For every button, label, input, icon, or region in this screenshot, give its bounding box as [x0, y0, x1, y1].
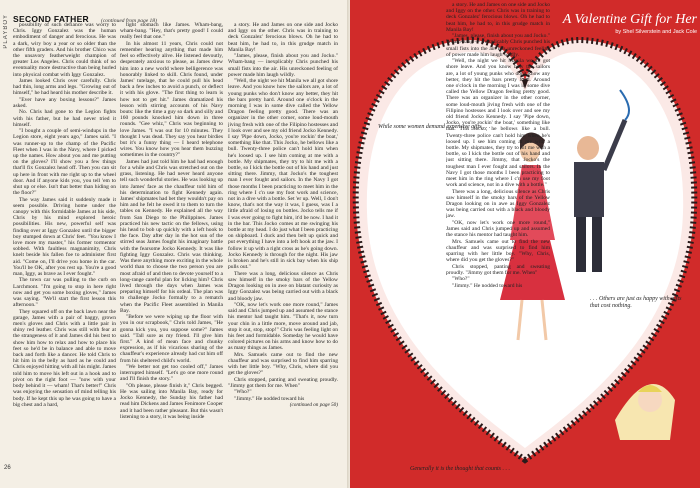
paragraph: The town car was pulling to the curb on Larchmont. "I'm going to stop in here right now and get you some boxing gloves," James was saying. "We'll start the first lesson this afternoon." — [13, 277, 116, 309]
paragraph: tight stomach like James. Wham-bang, wham-bang. "Hey, that's pretty good! I could really feel that one." — [120, 22, 223, 41]
article-title-block — [545, 12, 697, 35]
text-column-3 — [228, 22, 338, 478]
paragraph: "Who?" — [234, 389, 252, 396]
paragraph: "OK, now let's work one more round," James said and Chris jumped up and assumed the stance his mentor had taught him. "That's it, now turn your chin in a little more, move around and jab, stop it out, stop, stop!" Chris was feeling light on his feet and formidable. Someday he would have colored pictures on his arms and know how to do as many things as James. — [228, 301, 338, 352]
paragraph: "Oh please, please finish it," Chris begged. He was sailing into Manila Bay, ready for Jocko Kennedy, the Sunday his father had read him Dickens and James Fenimore Cooper and it had been rather pleasant. But this wasn't listening to a story, it was being inside — [120, 382, 223, 420]
side-label: PLAYBOY — [3, 14, 9, 49]
paragraph: No. Chris had gone to the Legion fights with his father, but he had never tried it himself. — [13, 109, 116, 128]
paragraph: James looked Chris over carefully. Chris had thin, long arms and legs. "Growing out of himself," he had heard his mother describe it. — [13, 78, 116, 97]
paragraph: They squared off on the back lawn near the garage, James with a pair of baggy, grown men's gloves and Chris with a little pair in shiny red leather. Chris was still with fear at the strangeness of it and James did his best to show him how to relax and how to place his feet so he'd be in balance and able to move back and forth like a dancer. He told Chris to hit him in the belly as hard as he could and Chris enjoyed hitting with all his might. James told him to move his left out in a hook and to pivot on the right foot — "now with your body behind it — wham! That's better!" Chris was enjoying the sensation of mind telling his body. If he kept this up he was going to have a big chest and a hard, — [13, 308, 116, 408]
paragraph: a story. He and James on one side and Jocko and Iggy on the other. Chris was in training to deck Gonzalez' ferocious blows. Oh he had to beat him, he had to, in this grudge match in Manila Bay! — [446, 2, 550, 33]
continued-note: (continued on page 50) — [289, 402, 338, 409]
paragraph: James had just told him he had had enough for a while and Chris was stretched out on the grass, listening. He had never heard anyone tell such wonderful stories. He was looking up into James' face as the chauffeur told him of his determination to fight Kennedy again. James' shipmates had bet they wouldn't pay on him and he felt he owed it to them to turn the tables on Kennedy. He explained all the way from San Diego to the Philippines. James practiced his new tactic on the fellows, using his head to bob up quickly with a left hook to the face. Day after day in the hot sun of the stirred seas James fought his imaginary battle with the fearsome Jocko Kennedy. It was like fighting Iggy Gonzalez. Chris was thinking. Was there anything more exciting in the whole world than to choose the two person you are most afraid of and then to devote yourself to a long-range careful plan for licking him? Chris lived through the days when James was preparing himself for his ordeal. The plan was to challenge Jocko formally to a rematch when the Pacific Fleet assembled in Manila Bay. — [120, 158, 223, 314]
paragraph: a story. He and James on one side and Jocko and Iggy on the other. Chris was in training to deck Gonzalez' ferocious blows. Oh he had to beat him, he had to, in this grudge match in Manila Bay! — [228, 22, 338, 53]
paragraph: "Jimmy." He nodded toward his — [234, 395, 305, 402]
paragraph: "James, please, finish about you and Jocko." Wham-bang — inexplicably Chris punched his small fists into the air. His unreckoned feeling of power made him laugh wildly. — [446, 33, 550, 58]
byline: by Shel Silverstein and Jack Cole — [615, 29, 697, 35]
text-column-4 — [446, 2, 550, 486]
paragraph: "Jimmy." He nodded toward his — [452, 282, 523, 289]
paragraph: possibility of such defiance was worry to Chris. Iggy Gonzalez was the human embodiment of danger and ferocious. He was a dark, wiry boy a year or so older than the other fifth graders. And his brother Chico was the unsavory featherweight champion of greater Los Angeles. Chris could think of no eventuality more destructive than being hurled into physical combat with Iggy Gonzalez. — [13, 22, 116, 78]
paragraph: "James, please, finish about you and Jocko." Wham-bang — inexplicably Chris punched his small fists into the air. His unreckoned feeling of power made him laugh wildly. — [228, 53, 338, 78]
paragraph: "I bought a couple of semi-windups in the Legion store, eight years ago," James said. "I was runner-up to the champ of the Pacific Fleet when I was in the Navy, where I picked up the names. How about you and me putting on the gloves? I'll show you a few things that'll fix Gonzalez head off. Then you can sit up here in front with me right up to the wheel door. And if anyone kids you, you tell 'em to shut up or else. Isn't that better than hiding on the floor?" — [13, 128, 116, 197]
story-title: SECOND FATHER — [13, 14, 89, 24]
text-column-1 — [13, 22, 116, 478]
text-column-2 — [120, 22, 223, 478]
paragraph: There was a long, delicious silence as Chris saw himself in the smoky bars of the Yellow Dragon looking on in awe on blatant curiosity as Iggy Gonzalez was being carried out with a black and bloody jaw. — [228, 270, 338, 302]
paragraph: "We better not get too cooled off," James interrupted himself. "Let's go one more round and I'll finish the story." — [120, 363, 223, 383]
paragraph: In his almost 11 years, Chris could not remember hearing anything that made him feel so effectively alive. He listened devoutly, desperately anxious to please, as James drew him into a new world where belligerence was honorably linked to skill. Chris found, under James' tutelage, that he could pull his head back a few inches to avoid a punch, or deflect it with his glove. "The first thing to learn is how not to get hit." James dramatized his lesson with stirring accounts of his Navy bouts: like the time a guy so dark and silly and 160 pounds knocked him down in three rounds. "Gee whiz," Chris was beginning to love James. "I was out for 10 minutes. They thought I was dead. They say you hear birdies but it's a funny thing — I heard telephone wires. You know how you hear them buzzing sometimes in the country?" — [120, 40, 223, 159]
paragraph: There was a long, delicious silence as Chris saw himself in the smoky bars of the Yellow Dragon looking on in awe as Iggy Gonzalez was being carried out with a black and bloody jaw. — [446, 188, 550, 220]
caption-bottom: Generally it is the thought that counts . . . — [410, 466, 510, 472]
right-page — [350, 0, 700, 488]
paragraph: Chris stopped, panting and sweating proudly. "Jimmy got them for me. When" — [446, 263, 550, 276]
paragraph: "Well, the night we hit Manila we all got shore leave. And you know how the sailors are, a lot of young punks who don't know any better, they hit the bars pretty hard. Around one o'clock in the morning I was in some dive called the Yellow Dragon feeling pretty good. There was an organizer in the other corner, some loud-mouth jiving fresh with one of the Filipino hostesses and I look over and see my old friend Jocko Kennedy. I say 'Pipe down, Jocko, you're rockin' the boat,' something like that. This Jocko, he bellows like a bull. Twenty-three police can't hold him when he's loosed up. I see him coming at me with a bottle. My shipmates, they try to hit me with a bottle, so I kick the bottle out of his hand and just sitting there. Jimmy, that Jocko's the toughest man I ever fought and sailors. In the Navy I got those months I been practicing to meet him in the ring where I c'n use my foot work and science, not in a dive with a bottle. Set 'er up. Well, I don't know, that's not the way it was, I guess, was I a little afraid of losing on bottles. Jocko tells me if I was ever going to fight him, it'd be now. I had it in the bar. This Jocko comes at me swinging his bottle at my head. I do just what I been practicing on shipboard. I duck and then belt up quick and put everything I have into a left hook at the jaw. I follow it up with a right cross as he's going down. Jocko Kennedy is through for the night. His jaw is broken and he's still in sick bay when his ship pulls out." — [228, 78, 338, 271]
story-continued-note: (continued from page 18) — [101, 18, 157, 24]
paragraph: The way James said it suddenly made it seem possible. Driving home under the canopy with this formidable James at his side, Chris by his mind explored heroic possibilities. His new, powerful self was finding over at Iggy Gonzalez until the bigger boy stumped down at Chris' feet. "You know I love more my master," his former tormentor sobbed. With faultless magnanimity, Chris knelt beside his fallen foe to administer first aid. "Come on, I'll drive you home in the car. You'll be OK, after you rest up. You're a good man, Iggy, as brave as I ever fought." — [13, 196, 116, 278]
story-header — [13, 9, 338, 24]
caption-middle: . . . Others are just as happy with gifts that cost nothing. — [590, 296, 682, 309]
paragraph: "Well, the night we hit Manila we all got shore leave. And you know how the sailors are, a lot of young punks who don't know any better, they hit the bars pretty hard. Around one o'clock in the morning I was in some dive called the Yellow Dragon feeling pretty good. There was an organizer in the other corner, some loud-mouth jiving fresh with one of the Filipino hostesses and I look over and see my old friend Jocko Kennedy. I say 'Pipe down, Jocko, you're rockin' the boat,' something like that. This Jocko, he bellows like a bull. Twenty-three police can't hold him when he's loosed up. I see him coming at me with a bottle. My shipmates, they try to hit me with a bottle, so I kick the bottle out of his hand and just sitting there. Jimmy, that Jocko's the toughest man I ever fought and sailors. In the Navy I got those months I been practicing to meet him in the ring where I c'n use my foot work and science, not in a dive with a bottle." — [446, 58, 550, 189]
paragraph: Chris stopped, panting and sweating proudly. "Jimmy got them for me. When" — [228, 376, 338, 389]
page-number: 26 — [4, 465, 11, 471]
paragraph: "OK, now let's work one more round," James said and Chris jumped up and assumed the stance his mentor had taught him. — [446, 219, 550, 239]
paragraph: Mrs. Samuels came out to find the new chauffeur and was surprised to find him sparring with her little boy. "Why, Chris, where did you get the gloves?" — [446, 238, 550, 264]
article-title: A Valentine Gift for Her — [562, 12, 697, 27]
paragraph: "Ever have any boxing lessons?" James asked. — [13, 96, 116, 110]
paragraph: "Who?" — [452, 276, 470, 283]
hand-figure — [615, 384, 675, 440]
caption-top: While some women demand expensive gifts . . . — [378, 124, 491, 130]
paragraph: Mrs. Samuels came out to find the new chauffeur and was surprised to find him sparring with her little boy. "Why, Chris, where did you get the gloves?" — [228, 351, 338, 377]
paragraph: "Before we were wiping up the floor with you in our scrapbook," Chris told James, "He gonna kick you, you suppose some?" James said. "Tall sure as my friend. I'll give him first." A kind of mean face and chunky expression, as if his vicarious sharing of the chauffeur's experience already had cut him off from his sheltered child's world. — [120, 314, 223, 364]
